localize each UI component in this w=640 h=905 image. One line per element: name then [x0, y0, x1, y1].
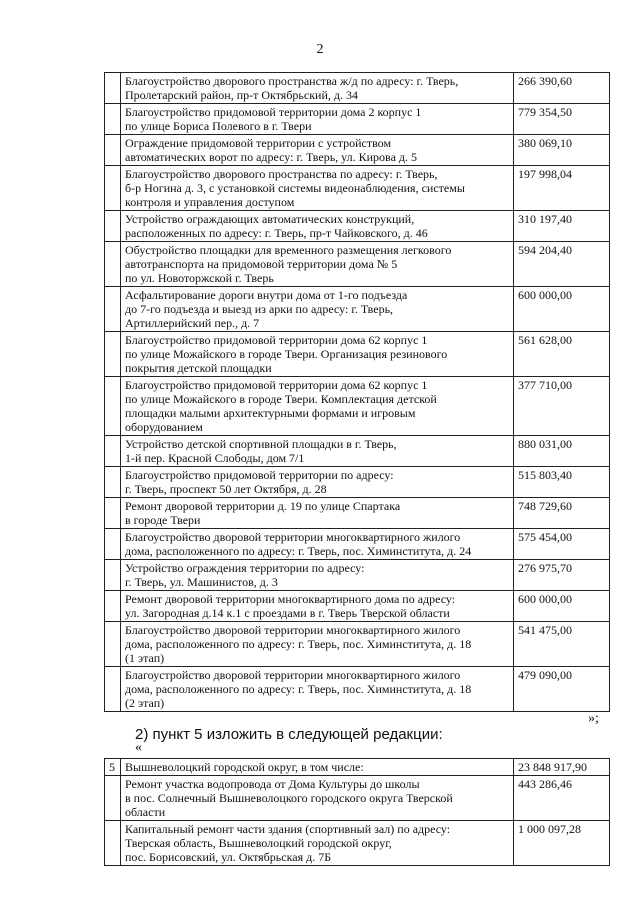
description-line: до 7-го подъезда и выезд из арки по адресу: г. Тверь, [125, 302, 394, 316]
row-number-cell [105, 821, 121, 866]
row-number-cell [105, 287, 121, 332]
amount-cell: 23 848 917,90 [514, 759, 610, 776]
amount-cell: 748 729,60 [514, 498, 610, 529]
description-line: пос. Борисовский, ул. Октябрьская д. 7Б [125, 850, 332, 864]
description-line: Устройство ограждающих автоматических конструкций, [125, 212, 415, 226]
table-row [105, 529, 610, 560]
district-table [104, 758, 610, 866]
table-row [105, 166, 610, 211]
amount-cell: 479 090,00 [514, 667, 610, 712]
table-row [105, 211, 610, 242]
description-cell [121, 332, 514, 377]
description-line: ул. Загородная д.14 к.1 с проездами в г. Тверь Тверской области [125, 606, 450, 620]
description-cell [121, 166, 514, 211]
description-line: автоматических ворот по адресу: г. Тверь, ул. Кирова д. 5 [125, 150, 417, 164]
amount-cell: 377 710,00 [514, 377, 610, 436]
page-number: 2 [316, 42, 324, 57]
row-number-cell [105, 211, 121, 242]
description-line: Благоустройство придомовой территории по адресу: [125, 468, 394, 482]
section-heading: 2) пункт 5 изложить в следующей редакции: [135, 726, 443, 743]
row-number-cell [105, 332, 121, 377]
row-number-cell [105, 73, 121, 104]
description-line: оборудованием [125, 420, 203, 434]
amount-cell: 380 069,10 [514, 135, 610, 166]
row-number-cell [105, 560, 121, 591]
row-number-cell [105, 776, 121, 821]
description-line: по улице Можайского в городе Твери. Комплектация детской [125, 392, 437, 406]
row-number-cell [105, 498, 121, 529]
row-number-cell [105, 377, 121, 436]
description-line: по улице Бориса Полевого в г. Твери [125, 119, 312, 133]
description-line: Устройство детской спортивной площадки в г. Тверь, [125, 437, 397, 451]
description-line: Асфальтирование дороги внутри дома от 1-го подъезда [125, 288, 408, 302]
amount-cell: 594 204,40 [514, 242, 610, 287]
table-row [105, 821, 610, 866]
description-line: Капитальный ремонт части здания (спортивный зал) по адресу: [125, 822, 451, 836]
description-line: (2 этап) [125, 696, 165, 710]
description-cell [121, 821, 514, 866]
description-line: площадки малыми архитектурными формами и игровым [125, 406, 416, 420]
row-number-cell [105, 622, 121, 667]
table-row [105, 759, 610, 776]
amount-cell: 515 803,40 [514, 467, 610, 498]
description-line: по ул. Новоторжской г. Тверь [125, 271, 274, 285]
description-line: Благоустройство дворового пространства по адресу: г. Тверь, [125, 167, 438, 181]
description-cell [121, 467, 514, 498]
description-line: области [125, 805, 166, 819]
description-cell [121, 560, 514, 591]
amount-cell: 779 354,50 [514, 104, 610, 135]
description-line: б-р Ногина д. 3, с установкой системы видеонаблюдения, системы [125, 181, 465, 195]
description-line: Благоустройство придомовой территории дома 62 корпус 1 [125, 378, 428, 392]
description-line: Благоустройство дворовой территории многоквартирного жилого [125, 623, 461, 637]
row-number-cell [105, 529, 121, 560]
table-row [105, 498, 610, 529]
table-row [105, 436, 610, 467]
table-row [105, 377, 610, 436]
description-line: Ремонт дворовой территории д. 19 по улице Спартака [125, 499, 401, 513]
description-cell [121, 104, 514, 135]
description-line: Артиллерийский пер., д. 7 [125, 316, 260, 330]
amount-cell: 310 197,40 [514, 211, 610, 242]
row-number-cell [105, 591, 121, 622]
description-cell [121, 377, 514, 436]
description-line: г. Тверь, проспект 50 лет Октября, д. 28 [125, 482, 327, 496]
description-line: Благоустройство придомовой территории дома 2 корпус 1 [125, 105, 422, 119]
table-row [105, 242, 610, 287]
description-line: Ограждение придомовой территории с устройством [125, 136, 392, 150]
row-number-cell [105, 667, 121, 712]
description-cell [121, 529, 514, 560]
description-cell [121, 287, 514, 332]
row-number-cell [105, 242, 121, 287]
row-number-cell [105, 104, 121, 135]
description-line: Благоустройство дворовой территории многоквартирного жилого [125, 668, 461, 682]
description-cell [121, 776, 514, 821]
amount-cell: 880 031,00 [514, 436, 610, 467]
description-line: по улице Можайского в городе Твери. Организация резинового [125, 347, 448, 361]
description-line: покрытия детской площадки [125, 361, 272, 375]
description-line: дома, расположенного по адресу: г. Тверь, пос. Химинститута, д. 18 [125, 637, 472, 651]
description-cell [121, 591, 514, 622]
table-row [105, 622, 610, 667]
description-line: в городе Твери [125, 513, 201, 527]
description-cell [121, 135, 514, 166]
projects-table [104, 72, 610, 712]
description-line: автотранспорта на придомовой территории дома № 5 [125, 257, 398, 271]
table-row [105, 135, 610, 166]
description-line: Обустройство площадки для временного размещения легкового [125, 243, 452, 257]
row-number-cell [105, 467, 121, 498]
description-line: (1 этап) [125, 651, 165, 665]
opening-quote: « [135, 740, 142, 755]
row-number-cell [105, 135, 121, 166]
description-cell [121, 667, 514, 712]
description-cell [121, 211, 514, 242]
row-number-cell [105, 436, 121, 467]
table-row [105, 591, 610, 622]
description-cell [121, 436, 514, 467]
amount-cell: 600 000,00 [514, 591, 610, 622]
description-cell [121, 242, 514, 287]
description-cell [121, 498, 514, 529]
description-line: Устройство ограждения территории по адресу: [125, 561, 365, 575]
table-row [105, 560, 610, 591]
table-row [105, 776, 610, 821]
table-row [105, 467, 610, 498]
amount-cell: 197 998,04 [514, 166, 610, 211]
closing-quote: »; [588, 711, 599, 726]
table-row [105, 104, 610, 135]
description-line: контроля и управления доступом [125, 195, 295, 209]
amount-cell: 561 628,00 [514, 332, 610, 377]
amount-cell: 541 475,00 [514, 622, 610, 667]
table-row [105, 287, 610, 332]
description-line: Пролетарский район, пр-т Октябрьский, д. 34 [125, 88, 358, 102]
description-line: Вышневолоцкий городской округ, в том числе: [125, 760, 364, 774]
description-line: Тверская область, Вышневолоцкий городской округ, [125, 836, 392, 850]
row-number-cell: 5 [105, 759, 121, 776]
description-line: расположенных по адресу: г. Тверь, пр-т Чайковского, д. 46 [125, 226, 428, 240]
description-line: Благоустройство дворовой территории многоквартирного жилого [125, 530, 461, 544]
description-cell [121, 73, 514, 104]
description-cell [121, 622, 514, 667]
description-line: в пос. Солнечный Вышневолоцкого городского округа Тверской [125, 791, 453, 805]
table-row [105, 667, 610, 712]
table-row [105, 332, 610, 377]
amount-cell: 276 975,70 [514, 560, 610, 591]
amount-cell: 443 286,46 [514, 776, 610, 821]
description-line: г. Тверь, ул. Машинистов, д. 3 [125, 575, 278, 589]
description-line: Благоустройство придомовой территории дома 62 корпус 1 [125, 333, 428, 347]
description-line: Ремонт дворовой территории многоквартирного дома по адресу: [125, 592, 456, 606]
description-line: 1-й пер. Красной Слободы, дом 7/1 [125, 451, 305, 465]
description-line: Благоустройство дворового пространства ж/д по адресу: г. Тверь, [125, 74, 459, 88]
table-row [105, 73, 610, 104]
amount-cell: 575 454,00 [514, 529, 610, 560]
amount-cell: 266 390,60 [514, 73, 610, 104]
description-line: Ремонт участка водопровода от Дома Культуры до школы [125, 777, 420, 791]
description-line: дома, расположенного по адресу: г. Тверь, пос. Химинститута, д. 18 [125, 682, 472, 696]
description-line: дома, расположенного по адресу: г. Тверь, пос. Химинститута, д. 24 [125, 544, 472, 558]
description-cell [121, 759, 514, 776]
row-number-cell [105, 166, 121, 211]
amount-cell: 1 000 097,28 [514, 821, 610, 866]
amount-cell: 600 000,00 [514, 287, 610, 332]
